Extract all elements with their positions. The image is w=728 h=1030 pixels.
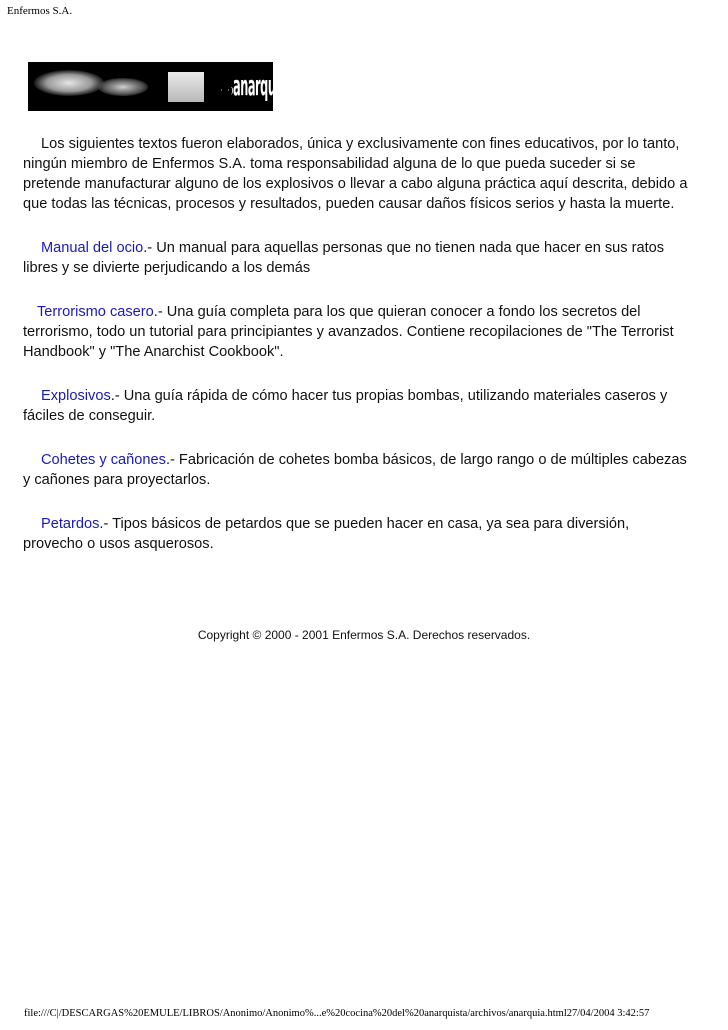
banner-title: anarquia <box>233 69 287 102</box>
link-petardos[interactable]: Petardos <box>41 516 100 532</box>
section-description: Un manual para aquellas personas que no tienen nada que hacer en sus ratos libres y se divierte perjudicando a los demás <box>23 240 665 276</box>
main-content <box>23 134 688 578</box>
section-terrorismo-casero <box>23 302 688 362</box>
section-separator: .- <box>153 304 163 320</box>
section-separator: .- <box>165 452 175 468</box>
link-explosivos[interactable]: Explosivos <box>41 388 111 404</box>
section-description: Una guía completa para los que quieran conocer a fondo los secretos del terrorismo, todo un tutorial para principiantes y avanzados. Contiene recopilaciones de "The Terrorist Handbook" y "The Anarchist Cookbook". <box>23 304 674 360</box>
intro-text: Los siguientes textos fueron elaborados, única y exclusivamente con fines educativos, por lo tanto, ningún miembro de Enfermos S.A. toma responsabilidad alguna de lo que pueda suceder si se pretende manufacturar alguno de los explosivos o llevar a cabo alguna práctica aquí descrita, debido a que todas las técnicas, procesos y resultados, pueden causar daños físicos serios y hasta la muerte. <box>23 136 688 212</box>
copyright-notice: Copyright © 2000 - 2001 Enfermos S.A. Derechos reservados. <box>197 628 531 642</box>
banner-blur-streak <box>98 78 148 96</box>
section-description: Fabricación de cohetes bomba básicos, de largo rango o de múltiples cabezas y cañones para proyectarlos. <box>23 452 687 488</box>
print-footer-url: file:///C|/DESCARGAS%20EMULE/LIBROS/Anonimo/Anonimo%...e%20cocina%20del%20anarquista/archivos/anarquia.html27/04/2004 3:42:57 <box>24 1008 650 1019</box>
section-description: Una guía rápida de cómo hacer tus propias bombas, utilizando materiales caseros y fáciles de conseguir. <box>23 388 668 424</box>
section-explosivos <box>23 386 688 426</box>
banner-block <box>168 72 204 102</box>
section-separator: .- <box>99 516 109 532</box>
banner-small-text: · ·) <box>220 86 235 95</box>
section-description: Tipos básicos de petardos que se pueden hacer en casa, ya sea para diversión, provecho o usos asquerosos. <box>23 516 630 552</box>
link-terrorismo-casero[interactable]: Terrorismo casero <box>37 304 154 320</box>
section-cohetes-y-canones <box>23 450 688 490</box>
section-petardos <box>23 514 688 554</box>
link-manual-del-ocio[interactable]: Manual del ocio <box>41 240 144 256</box>
anarquia-banner-image <box>28 62 287 111</box>
print-header: Enfermos S.A. <box>7 5 73 17</box>
link-cohetes-y-canones[interactable]: Cohetes y cañones <box>41 452 166 468</box>
section-manual-del-ocio <box>23 238 688 278</box>
section-separator: .- <box>143 240 153 256</box>
intro-paragraph <box>23 134 688 214</box>
banner-blur-streak <box>34 70 104 96</box>
section-separator: .- <box>110 388 120 404</box>
